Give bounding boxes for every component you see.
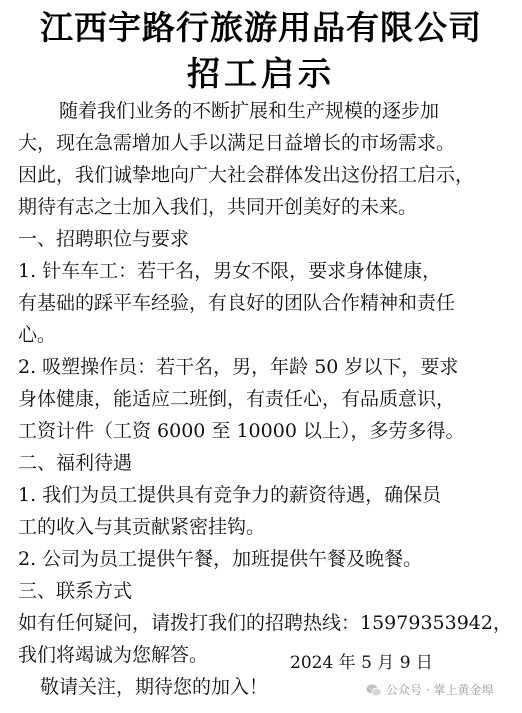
contact-line-2: 我们将竭诚为您解答。 (18, 644, 209, 666)
position-1-line-3: 心。 (18, 324, 57, 346)
position-1-line-1: 1. 针车车工：若干名，男女不限，要求身体健康， (18, 260, 442, 282)
intro-line-3: 因此，我们诚挚地向广大社会群体发出这份招工启示， (18, 164, 475, 186)
wechat-icon (366, 684, 382, 697)
notice-date: 2024 年 5 月 9 日 (290, 653, 433, 673)
section-heading-contact: 三、联系方式 (18, 580, 133, 602)
closing-line: 敬请关注，期待您的加入！ (40, 676, 269, 698)
benefit-2-line-1: 2. 公司为员工提供午餐，加班提供午餐及晚餐。 (18, 548, 423, 570)
intro-line-4: 期待有志之士加入我们，共同开创美好的未来。 (18, 196, 418, 218)
company-title: 江西宇路行旅游用品有限公司 (40, 8, 482, 47)
position-2-line-2: 身体健康，能适应二班倒，有责任心，有品质意识， (18, 388, 456, 410)
benefit-1-line-2: 工的收入与其贡献紧密挂钩。 (18, 516, 266, 538)
position-1-line-2: 有基础的踩平车经验，有良好的团队合作精神和责任 (18, 292, 456, 314)
intro-line-2: 大，现在急需增加人手以满足日益增长的市场需求。 (18, 132, 456, 154)
position-2-line-1: 2. 吸塑操作员：若干名，男，年龄 50 岁以下，要求 (18, 356, 459, 378)
position-2-line-3: 工资计件（工资 6000 至 10000 以上），多劳多得。 (18, 420, 465, 442)
intro-line-1: 随着我们业务的不断扩展和生产规模的逐步加 (59, 100, 440, 122)
watermark-text: 公众号 · 掌上黄金埠 (386, 683, 494, 697)
contact-line-1: 如有任何疑问，请拨打我们的招聘热线：15979353942， (18, 612, 512, 634)
benefit-1-line-1: 1. 我们为员工提供具有竞争力的薪资待遇，确保员 (18, 484, 442, 506)
section-heading-positions: 一、招聘职位与要求 (18, 228, 190, 250)
section-heading-benefits: 二、福利待遇 (18, 452, 133, 474)
watermark (366, 680, 493, 700)
notice-title: 招工启示 (187, 54, 335, 93)
